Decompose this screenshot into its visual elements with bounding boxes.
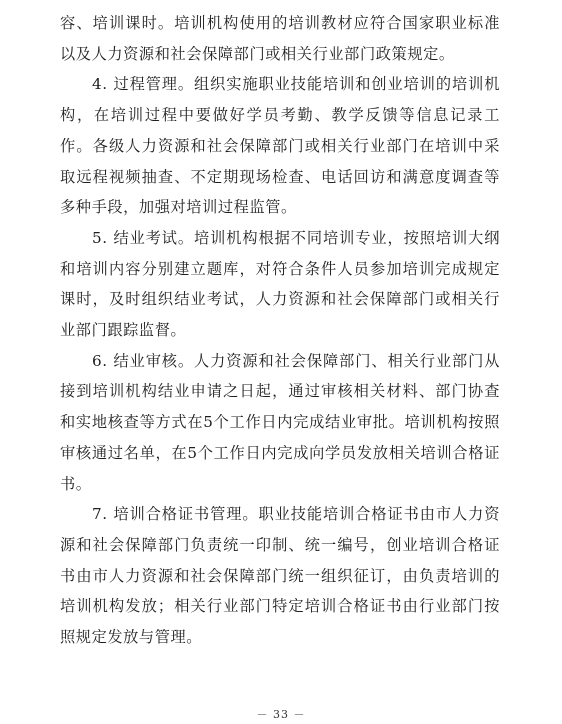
paragraph-continued: 容、培训课时。培训机构使用的培训教材应符合国家职业标准以及人力资源和社会保障部门或相关行业部门政策规定。	[60, 14, 500, 63]
paragraph-final-exam: 5. 结业考试。培训机构根据不同培训专业，按照培训大纲和培训内容分别建立题库，对符合条件人员参加培训完成规定课时，及时组织结业考试，人力资源和社会保障部门或相关行业部门跟踪监督。	[60, 228, 500, 340]
paragraph-process-management: 4. 过程管理。组织实施职业技能培训和创业培训的培训机构，在培训过程中要做好学员考勤、教学反馈等信息记录工作。各级人力资源和社会保障部门或相关行业部门在培训中采取远程视频抽查、不定期现场检查、电话回访和满意度调查等多种手段，加强对培训过程监管。	[60, 75, 500, 217]
page-number: － 33 －	[256, 708, 306, 721]
paragraph-certificate-management: 7. 培训合格证书管理。职业技能培训合格证书由市人力资源和社会保障部门负责统一印制、统一编号，创业培训合格证书由市人力资源和社会保障部门统一组织征订，由负责培训的培训机构发放；相关行业部门特定培训合格证书由行业部门按照规定发放与管理。	[60, 505, 500, 647]
paragraph-completion-review: 6. 结业审核。人力资源和社会保障部门、相关行业部门从接到培训机构结业申请之日起，通过审核相关材料、部门协查和实地核查等方式在5个工作日内完成结业审批。培训机构按照审核通过名单，在5个工作日内完成向学员发放相关培训合格证书。	[60, 351, 500, 493]
